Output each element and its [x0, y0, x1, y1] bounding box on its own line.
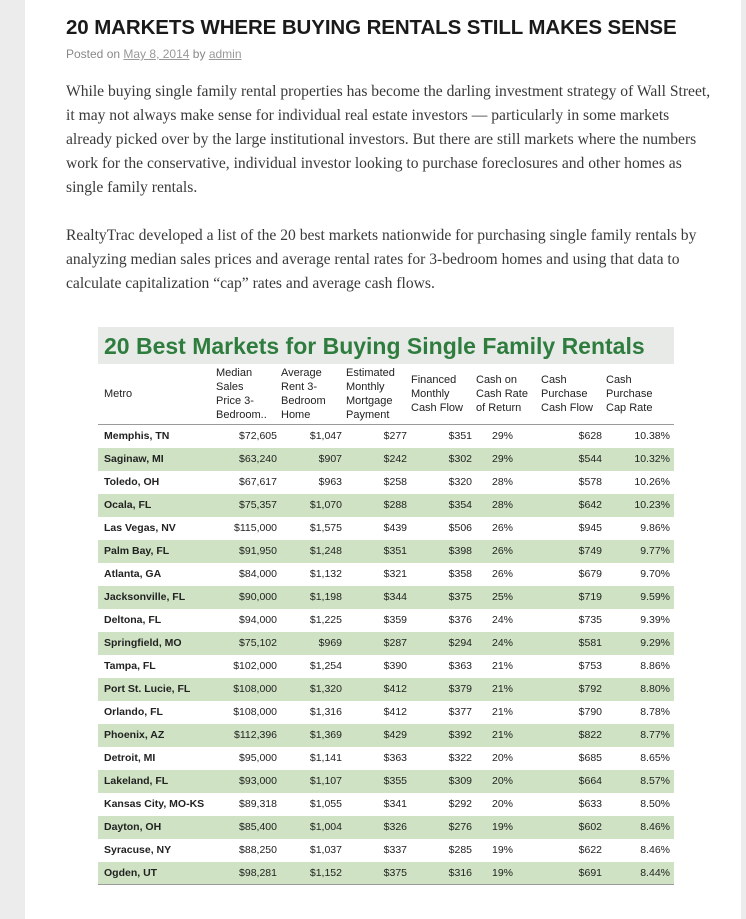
cell-cash-on-cash-return: 19% [491, 844, 513, 856]
cell-financed-cash-flow: $506 [448, 522, 472, 534]
cell-cash-purchase-cap-rate: 9.86% [640, 522, 670, 534]
author-link[interactable]: admin [208, 47, 242, 61]
cell-financed-cash-flow: $285 [448, 844, 472, 856]
cell-cash-on-cash-return: 29% [476, 448, 541, 471]
cell-cash-on-cash-return: 20% [491, 752, 513, 764]
cell-mortgage-payment: $242 [346, 448, 411, 471]
cell-mortgage-payment: $429 [346, 724, 411, 747]
column-header-median-sales-price [216, 364, 281, 425]
cell-cash-on-cash-return: 26% [491, 522, 513, 534]
cell-mortgage-payment: $287 [346, 632, 411, 655]
cell-average-rent: $1,369 [281, 724, 346, 747]
cell-cash-purchase-cash-flow: $792 [541, 678, 606, 701]
header-line: Monthly [346, 381, 385, 393]
cell-cash-purchase-cash-flow: $945 [578, 522, 602, 534]
cell-financed-cash-flow: $392 [411, 724, 476, 747]
header-line: Monthly [411, 388, 450, 400]
table-row [98, 540, 674, 563]
cell-cash-purchase-cap-rate: 10.26% [634, 476, 670, 488]
cell-median-sales-price: $93,000 [216, 770, 281, 793]
cell-median-sales-price: $90,000 [216, 586, 281, 609]
header-line: Cash Rate [476, 388, 528, 400]
table-header-row [98, 364, 674, 425]
cell-mortgage-payment: $412 [383, 706, 407, 718]
cell-median-sales-price: $108,000 [233, 706, 277, 718]
cell-average-rent: $1,141 [309, 752, 342, 764]
table-row [98, 816, 674, 839]
cell-metro: Lakeland, FL [98, 770, 216, 793]
cell-cash-purchase-cap-rate: 9.29% [606, 632, 674, 655]
header-line: Mortgage [346, 395, 393, 407]
cell-median-sales-price: $75,102 [216, 632, 281, 655]
cell-average-rent: $969 [281, 632, 346, 655]
cell-financed-cash-flow: $292 [448, 798, 472, 810]
cell-cash-purchase-cash-flow: $685 [578, 752, 602, 764]
header-line: Purchase [606, 388, 653, 400]
cell-median-sales-price: $84,000 [239, 568, 277, 580]
cell-cash-on-cash-return: 25% [476, 586, 541, 609]
table-row [98, 563, 674, 586]
cell-metro: Phoenix, AZ [98, 724, 216, 747]
cell-cash-on-cash-return: 20% [476, 770, 541, 793]
cell-average-rent: $1,225 [309, 614, 342, 626]
cell-average-rent: $1,132 [309, 568, 342, 580]
cell-financed-cash-flow: $354 [411, 494, 476, 517]
header-line: Cap Rate [606, 402, 653, 414]
cell-cash-purchase-cash-flow: $622 [578, 844, 602, 856]
by-label: by [192, 47, 206, 61]
cell-cash-on-cash-return: 21% [476, 678, 541, 701]
cell-cash-purchase-cap-rate: 9.77% [606, 540, 674, 563]
column-header-cash-on-cash-return [476, 364, 541, 425]
header-line: Price 3- [216, 395, 254, 407]
cell-average-rent: $1,004 [281, 816, 346, 839]
cell-median-sales-price: $67,617 [239, 476, 277, 488]
cell-average-rent: $1,198 [281, 586, 346, 609]
cell-cash-purchase-cash-flow: $602 [541, 816, 606, 839]
post-title[interactable]: 20 MARKETS WHERE BUYING RENTALS STILL MAKES SENSE [66, 16, 677, 39]
header-line: Cash [541, 374, 567, 386]
cell-cash-purchase-cash-flow: $664 [541, 770, 606, 793]
cell-cash-purchase-cash-flow: $719 [541, 586, 606, 609]
cell-metro: Detroit, MI [104, 752, 156, 764]
cell-cash-purchase-cap-rate: 9.70% [640, 568, 670, 580]
table-row [98, 655, 674, 678]
cell-mortgage-payment: $359 [383, 614, 407, 626]
cell-financed-cash-flow: $377 [448, 706, 472, 718]
table-row [98, 770, 674, 793]
cell-average-rent: $1,107 [281, 770, 346, 793]
cell-metro: Palm Bay, FL [98, 540, 216, 563]
cell-cash-purchase-cap-rate: 8.78% [640, 706, 670, 718]
column-header-cash-purchase-cap-rate [606, 364, 674, 425]
table-row [98, 471, 674, 494]
cell-cash-purchase-cash-flow: $578 [578, 476, 602, 488]
cell-median-sales-price: $89,318 [239, 798, 277, 810]
header-line: of Return [476, 402, 522, 414]
cell-cash-on-cash-return: 26% [491, 568, 513, 580]
cell-cash-purchase-cap-rate: 10.32% [606, 448, 674, 471]
cell-average-rent: $1,037 [309, 844, 342, 856]
table-row [98, 609, 674, 632]
post-date-link[interactable]: May 8, 2014 [123, 47, 190, 61]
cell-cash-purchase-cash-flow: $691 [541, 862, 606, 885]
cell-mortgage-payment: $412 [346, 678, 411, 701]
cell-mortgage-payment: $277 [383, 430, 407, 443]
column-header-metro [98, 364, 216, 425]
table-title: 20 Best Markets for Buying Single Family Rentals [98, 327, 674, 364]
cell-metro: Toledo, OH [104, 476, 160, 488]
cell-cash-purchase-cash-flow: $628 [578, 430, 602, 443]
table-row [98, 448, 674, 471]
cell-cash-on-cash-return: 21% [476, 724, 541, 747]
cell-cash-purchase-cash-flow: $822 [541, 724, 606, 747]
cell-metro: Dayton, OH [98, 816, 216, 839]
header-line: Cash on [476, 374, 517, 386]
cell-metro: Las Vegas, NV [104, 522, 176, 534]
column-header-financed-cash-flow [411, 364, 476, 425]
cell-average-rent: $1,070 [281, 494, 346, 517]
cell-average-rent: $1,575 [309, 522, 342, 534]
cell-mortgage-payment: $337 [383, 844, 407, 856]
cell-cash-purchase-cap-rate: 8.46% [606, 816, 674, 839]
cell-cash-purchase-cap-rate: 8.65% [640, 752, 670, 764]
table-row [98, 632, 674, 655]
cell-metro: Kansas City, MO-KS [104, 798, 205, 810]
cell-metro: Saginaw, MI [98, 448, 216, 471]
cell-cash-purchase-cap-rate: 8.86% [640, 660, 670, 672]
header-line: Rent 3- [281, 381, 318, 393]
cell-metro: Memphis, TN [104, 430, 170, 443]
cell-mortgage-payment: $258 [383, 476, 407, 488]
cell-median-sales-price: $72,605 [239, 430, 277, 443]
cell-mortgage-payment: $355 [346, 770, 411, 793]
cell-average-rent: $1,248 [281, 540, 346, 563]
cell-mortgage-payment: $341 [383, 798, 407, 810]
table-row [98, 494, 674, 517]
cell-financed-cash-flow: $320 [448, 476, 472, 488]
cell-median-sales-price: $95,000 [239, 752, 277, 764]
cell-metro: Orlando, FL [104, 706, 163, 718]
cell-median-sales-price: $112,396 [216, 724, 281, 747]
cell-metro: Ocala, FL [98, 494, 216, 517]
cell-metro: Port St. Lucie, FL [98, 678, 216, 701]
cell-median-sales-price: $94,000 [239, 614, 277, 626]
column-header-mortgage-payment [346, 364, 411, 425]
cell-median-sales-price: $91,950 [216, 540, 281, 563]
header-line: Bedroom [281, 395, 326, 407]
cell-cash-purchase-cash-flow: $633 [578, 798, 602, 810]
post-meta [66, 47, 242, 61]
table-row [98, 586, 674, 609]
cell-cash-purchase-cap-rate: 8.46% [640, 844, 670, 856]
cell-cash-on-cash-return: 19% [476, 816, 541, 839]
cell-metro: Tampa, FL [104, 660, 156, 672]
cell-mortgage-payment: $439 [383, 522, 407, 534]
cell-financed-cash-flow: $302 [411, 448, 476, 471]
header-line: Payment [346, 409, 390, 421]
cell-median-sales-price: $115,000 [233, 522, 277, 534]
table-row [98, 724, 674, 747]
cell-metro: Springfield, MO [98, 632, 216, 655]
cell-cash-purchase-cap-rate: 9.59% [606, 586, 674, 609]
post-content [25, 0, 741, 919]
header-line: Sales [216, 381, 244, 393]
markets-table-image [98, 327, 674, 885]
cell-cash-on-cash-return: 20% [491, 798, 513, 810]
column-header-average-rent [281, 364, 346, 425]
cell-cash-purchase-cap-rate: 8.80% [606, 678, 674, 701]
cell-mortgage-payment: $351 [346, 540, 411, 563]
header-line: Bedroom.. [216, 409, 267, 421]
cell-cash-purchase-cap-rate: 8.44% [606, 862, 674, 885]
cell-median-sales-price: $98,281 [216, 862, 281, 885]
header-line: Average [281, 367, 322, 379]
header-line: Financed [411, 374, 457, 386]
cell-financed-cash-flow: $276 [411, 816, 476, 839]
cell-average-rent: $963 [318, 476, 342, 488]
cell-cash-purchase-cash-flow: $790 [578, 706, 602, 718]
cell-mortgage-payment: $344 [346, 586, 411, 609]
cell-financed-cash-flow: $294 [411, 632, 476, 655]
table-row [98, 839, 674, 862]
cell-financed-cash-flow: $398 [411, 540, 476, 563]
method-paragraph: RealtyTrac developed a list of the 20 best markets nationwide for purchasing single family rentals by analyzing median sales prices and average rental rates for 3-bedroom homes and using that data to calculate capitalization “cap” rates and average cash flows. [66, 227, 697, 292]
cell-financed-cash-flow: $379 [411, 678, 476, 701]
header-line: Cash Flow [411, 402, 463, 414]
intro-paragraph: While buying single family rental properties has become the darling investment strategy of Wall Street, it may not always make sense for individual real estate investors — particularly in some markets already picked over by the large institutional investors. But there are still markets where the numbers work for the conservative, individual investor looking to purchase foreclosures and other homes as single family rentals. [66, 83, 711, 196]
cell-cash-on-cash-return: 24% [476, 632, 541, 655]
cell-cash-on-cash-return: 28% [476, 494, 541, 517]
cell-average-rent: $1,055 [309, 798, 342, 810]
cell-average-rent: $1,316 [309, 706, 342, 718]
column-header-cash-purchase-cash-flow [541, 364, 606, 425]
table-row [98, 793, 674, 816]
cell-median-sales-price: $102,000 [233, 660, 277, 672]
cell-average-rent: $1,152 [281, 862, 346, 885]
cell-cash-purchase-cash-flow: $581 [541, 632, 606, 655]
cell-cash-on-cash-return: 19% [476, 862, 541, 885]
cell-median-sales-price: $63,240 [216, 448, 281, 471]
cell-metro: Deltona, FL [104, 614, 162, 626]
table-row [98, 862, 674, 885]
cell-cash-on-cash-return: 24% [491, 614, 513, 626]
cell-financed-cash-flow: $309 [411, 770, 476, 793]
header-line: Home [281, 409, 311, 421]
table-row [98, 517, 674, 540]
cell-mortgage-payment: $288 [346, 494, 411, 517]
cell-metro: Syracuse, NY [104, 844, 172, 856]
cell-cash-purchase-cap-rate: 8.57% [606, 770, 674, 793]
cell-average-rent: $1,047 [309, 430, 342, 443]
header-line: Median [216, 367, 253, 379]
cell-financed-cash-flow: $316 [411, 862, 476, 885]
cell-cash-purchase-cap-rate: 8.77% [606, 724, 674, 747]
cell-median-sales-price: $75,357 [216, 494, 281, 517]
cell-metro: Ogden, UT [98, 862, 216, 885]
cell-mortgage-payment: $390 [383, 660, 407, 672]
header-line: Cash Flow [541, 402, 593, 414]
cell-cash-purchase-cash-flow: $749 [541, 540, 606, 563]
cell-cash-purchase-cash-flow: $735 [578, 614, 602, 626]
cell-cash-purchase-cash-flow: $753 [578, 660, 602, 672]
cell-metro: Jacksonville, FL [98, 586, 216, 609]
cell-cash-purchase-cap-rate: 10.38% [634, 430, 670, 443]
cell-cash-on-cash-return: 26% [476, 540, 541, 563]
cell-median-sales-price: $85,400 [216, 816, 281, 839]
header-line: Cash [606, 374, 632, 386]
cell-median-sales-price: $108,000 [216, 678, 281, 701]
cell-cash-purchase-cash-flow: $679 [578, 568, 602, 580]
cell-average-rent: $1,254 [309, 660, 342, 672]
cell-cash-purchase-cap-rate: 10.23% [606, 494, 674, 517]
cell-median-sales-price: $88,250 [239, 844, 277, 856]
cell-mortgage-payment: $375 [346, 862, 411, 885]
table-row [98, 701, 674, 724]
cell-cash-on-cash-return: 29% [491, 430, 513, 443]
cell-cash-purchase-cap-rate: 8.50% [640, 798, 670, 810]
cell-financed-cash-flow: $375 [411, 586, 476, 609]
cell-mortgage-payment: $326 [346, 816, 411, 839]
cell-cash-purchase-cap-rate: 9.39% [640, 614, 670, 626]
table-body [98, 425, 674, 885]
cell-cash-purchase-cash-flow: $544 [541, 448, 606, 471]
cell-mortgage-payment: $321 [383, 568, 407, 580]
cell-average-rent: $907 [281, 448, 346, 471]
cell-average-rent: $1,320 [281, 678, 346, 701]
cell-cash-on-cash-return: 28% [491, 476, 513, 488]
header-line: Purchase [541, 388, 588, 400]
cell-financed-cash-flow: $358 [448, 568, 472, 580]
cell-financed-cash-flow: $363 [448, 660, 472, 672]
table-row [98, 425, 674, 448]
cell-cash-on-cash-return: 21% [491, 660, 513, 672]
cell-cash-purchase-cash-flow: $642 [541, 494, 606, 517]
cell-metro: Atlanta, GA [104, 568, 162, 580]
table-row [98, 747, 674, 770]
cell-financed-cash-flow: $322 [448, 752, 472, 764]
cell-cash-on-cash-return: 21% [491, 706, 513, 718]
header-line: Metro [104, 388, 133, 400]
cell-financed-cash-flow: $376 [448, 614, 472, 626]
cell-financed-cash-flow: $351 [448, 430, 472, 443]
header-line: Estimated [346, 367, 395, 379]
posted-on-label: Posted on [66, 47, 121, 61]
cell-mortgage-payment: $363 [383, 752, 407, 764]
table-row [98, 678, 674, 701]
markets-table [98, 364, 674, 885]
